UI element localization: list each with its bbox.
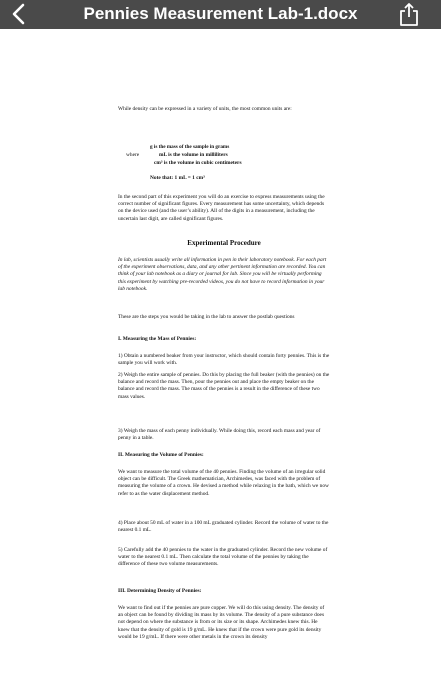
definition-cubic-cm: cm³ is the volume in cubic centimeters	[154, 160, 242, 166]
document-title: Pennies Measurement Lab-1.docx	[83, 4, 358, 23]
section-3-title: III. Determining Density of Pennies:	[118, 588, 202, 594]
step-3: 3) Weigh the mass of each penny individually. While doing this, record each mass and year of penny in a table.	[118, 428, 321, 442]
volume-intro-paragraph: We want to measure the total volume of the 40 pennies. Finding the volume of an irregular solid object can be difficult. The Greek mathematician, Archimedes, was faced with the problem of measuring the volume of a crown. He devised a method while relaxing in the bath, which we now refer to as the water displacement method.	[118, 469, 329, 497]
section-2-title: II. Measuring the Volume of Pennies:	[118, 452, 204, 458]
definition-where: where	[126, 152, 140, 158]
definition-milliliters: mL is the volume in milliliters	[159, 152, 228, 158]
intro-text: While density can be expressed in a variety of units, the most common units are:	[118, 106, 292, 112]
step-4: 4) Place about 50 mL of water in a 100 mL graduated cylinder. Record the volume of water to the nearest 0.1 mL.	[118, 520, 329, 534]
note-text: Note that: 1 mL = 1 cm³	[150, 175, 205, 181]
lab-notebook-paragraph: In lab, scientists usually write all information in pen in their laboratory notebook. For each part of the experiment observations, data, and any other pertinent information are recorded. You can think of your lab notebook as a diary or journal for lab. Since you will be virtually performing this experiment by watching pre-recorded videos, you do not have to record information in your lab notebook.	[118, 257, 327, 292]
step-1: 1) Obtain a numbered beaker from your instructor, which should contain forty pennies. This is the sample you will work with.	[118, 353, 330, 367]
density-paragraph: We want to find out if the pennies are pure copper. We will do this using density. The density of an object can be found by dividing its mass by its volume. The density of a pure substance does not depend on where the substance is from or its size or its shape. Archimedes knew this. He knew that the density of gold is 19 g/mL. He knew that if the crown were pure gold its density would be 19 g/mL. If there were other metals in the crown its density	[118, 605, 325, 640]
definition-grams: g is the mass of the sample in grams	[150, 144, 230, 150]
top-bar	[0, 0, 441, 29]
section-1-title: I. Measuring the Mass of Pennies:	[118, 336, 197, 342]
step-5: 5) Carefully add the 40 pennies to the water in the graduated cylinder. Record the new volume of water to the nearest 0.1 mL. Then calculate the total volume of the pennies by taking the difference of these two volume measurements.	[118, 547, 328, 568]
step-2: 2) Weigh the entire sample of pennies. Do this by placing the full beaker (with the pennies) on the balance and record the mass. Then, pour the pennies out and place the empty beaker on the balance and record the mass. The mass of the pennies is a result in the difference of these two mass values.	[118, 372, 330, 400]
sigfig-paragraph: In the second part of this experiment you will do an exercise to express measurements using the correct number of significant figures. Every measurement has some uncertainty, which depends on the device used (and the user’s ability). All of the digits in a measurement, including the uncertain last digit, are called significant figures.	[118, 194, 325, 222]
steps-intro: These are the steps you would be taking in the lab to answer the postlab questions	[118, 314, 295, 320]
share-icon[interactable]	[398, 2, 420, 27]
section-heading: Experimental Procedure	[187, 239, 261, 247]
